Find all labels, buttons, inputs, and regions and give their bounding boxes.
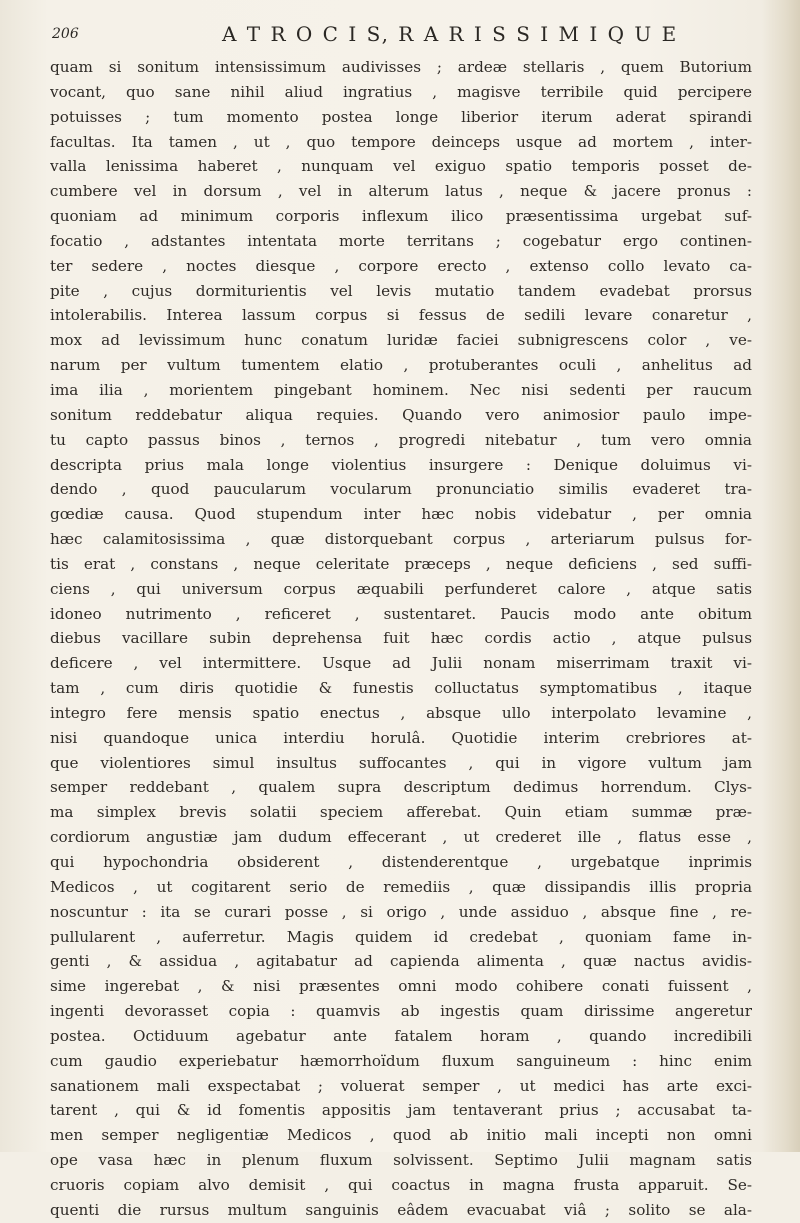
text-line: ingenti devorasset copia : quamvis ab ingestis quam dirissime angeretur xyxy=(50,1002,752,1021)
text-line: potuisses ; tum momento postea longe liberior iterum aderat spirandi xyxy=(50,107,752,126)
text-line: nisi quandoque unica interdiu horulâ. Quotidie interim crebriores at- xyxy=(50,728,752,747)
text-line: intolerabilis. Interea lassum corpus si fessus de sedili levare conaretur , xyxy=(50,306,752,325)
text-line: cruoris copiam alvo demisit , qui coactus in magna frusta apparuit. Se- xyxy=(50,1175,752,1194)
text-line: facultas. Ita tamen , ut , quo tempore deinceps usque ad mortem , inter- xyxy=(50,132,752,151)
text-line: semper reddebant , qualem supra descriptum dedimus horrendum. Clys- xyxy=(50,778,752,797)
text-line: cum gaudio experiebatur hæmorrhoïdum fluxum sanguineum : hinc enim xyxy=(50,1051,752,1070)
text-line: ope vasa hæc in plenum fluxum solvissent. Septimo Julii magnam satis xyxy=(50,1151,752,1170)
text-line: narum per vultum tumentem elatio , protuberantes oculi , anhelitus ad xyxy=(50,356,752,375)
text-line: postea. Octiduum agebatur ante fatalem horam , quando incredibili xyxy=(50,1026,752,1045)
text-line: focatio , adstantes intentata morte territans ; cogebatur ergo continen- xyxy=(50,231,752,250)
text-line: cordiorum angustiæ jam dudum effecerant , ut crederet ille , flatus esse , xyxy=(50,828,752,847)
text-line: noscuntur : ita se curari posse , si origo , unde assiduo , absque fine , re- xyxy=(50,902,752,921)
text-line: ima ilia , morientem pingebant hominem. Nec nisi sedenti per raucum xyxy=(50,380,752,399)
text-line: dendo , quod paucularum vocularum pronunciatio similis evaderet tra- xyxy=(50,480,752,499)
text-line: quoniam ad minimum corporis inflexum ilico præsentissima urgebat suf- xyxy=(50,207,752,226)
text-line: quenti die rursus multum sanguinis eâdem evacuabat viâ ; solito se ala- xyxy=(50,1200,752,1219)
text-line: sonitum reddebatur aliqua requies. Quando vero animosior paulo impe- xyxy=(50,405,752,424)
text-line: sime ingerebat , & nisi præsentes omni modo cohibere conati fuissent , xyxy=(50,977,752,996)
text-line: Medicos , ut cogitarent serio de remediis , quæ dissipandis illis propria xyxy=(50,877,752,896)
text-line: ma simplex brevis solatii speciem afferebat. Quin etiam summæ præ- xyxy=(50,803,752,822)
text-line: tu capto passus binos , ternos , progredi nitebatur , tum vero omnia xyxy=(50,430,752,449)
text-line: men semper negligentiæ Medicos , quod ab initio mali incepti non omni xyxy=(50,1126,752,1145)
text-line: hæc calamitosissima , quæ distorquebant corpus , arteriarum pulsus for- xyxy=(50,530,752,549)
text-line: ciens , qui universum corpus æquabili perfunderet calore , atque satis xyxy=(50,579,752,598)
text-line: gœdiæ causa. Quod stupendum inter hæc nobis videbatur , per omnia xyxy=(50,505,752,524)
text-line: mox ad levissimum hunc conatum luridæ faciei subnigrescens color , ve- xyxy=(50,331,752,350)
text-line: ter sedere , noctes diesque , corpore erecto , extenso collo levato ca- xyxy=(50,256,752,275)
body-text xyxy=(50,55,752,1223)
running-head: A T R O C I S, R A R I S S I M I Q U E xyxy=(222,22,679,46)
text-line: descripta prius mala longe violentius insurgere : Denique doluimus vi- xyxy=(50,455,752,474)
text-line: deficere , vel intermittere. Usque ad Julii nonam miserrimam traxit vi- xyxy=(50,654,752,673)
text-line: diebus vacillare subin deprehensa fuit hæc cordis actio , atque pulsus xyxy=(50,629,752,648)
text-line: tam , cum diris quotidie & funestis colluctatus symptomatibus , itaque xyxy=(50,679,752,698)
text-line: tarent , qui & id fomentis appositis jam tentaverant prius ; accusabat ta- xyxy=(50,1101,752,1120)
text-line: integro fere mensis spatio enectus , absque ullo interpolato levamine , xyxy=(50,703,752,722)
text-line: qui hypochondria obsiderent , distenderentque , urgebatque inprimis xyxy=(50,853,752,871)
text-line: quam si sonitum intensissimum audivisses ; ardeæ stellaris , quem Butorium xyxy=(50,58,752,76)
text-line: genti , & assidua , agitabatur ad capienda alimenta , quæ nactus avidis- xyxy=(50,952,752,971)
text-line: que violentiores simul insultus suffocantes , qui in vigore vultum jam xyxy=(50,753,752,772)
text-line: tis erat , constans , neque celeritate præceps , neque deficiens , sed suffi- xyxy=(50,554,752,573)
text-line: pullularent , auferretur. Magis quidem id credebat , quoniam fame in- xyxy=(50,927,752,946)
page-header xyxy=(52,22,752,48)
text-line: vocant, quo sane nihil aliud ingratius , magisve terribile quid percipere xyxy=(50,82,752,101)
text-line: pite , cujus dormiturientis vel levis mutatio tandem evadebat prorsus xyxy=(50,281,752,300)
text-line: valla lenissima haberet , nunquam vel exiguo spatio temporis posset de- xyxy=(50,157,752,176)
text-line: idoneo nutrimento , reficeret , sustentaret. Paucis modo ante obitum xyxy=(50,604,752,623)
page-edge-shadow xyxy=(762,0,800,1152)
text-line: cumbere vel in dorsum , vel in alterum latus , neque & jacere pronus : xyxy=(50,182,752,201)
page-number: 206 xyxy=(52,26,79,42)
text-line: sanationem mali exspectabat ; voluerat semper , ut medici has arte exci- xyxy=(50,1076,752,1095)
